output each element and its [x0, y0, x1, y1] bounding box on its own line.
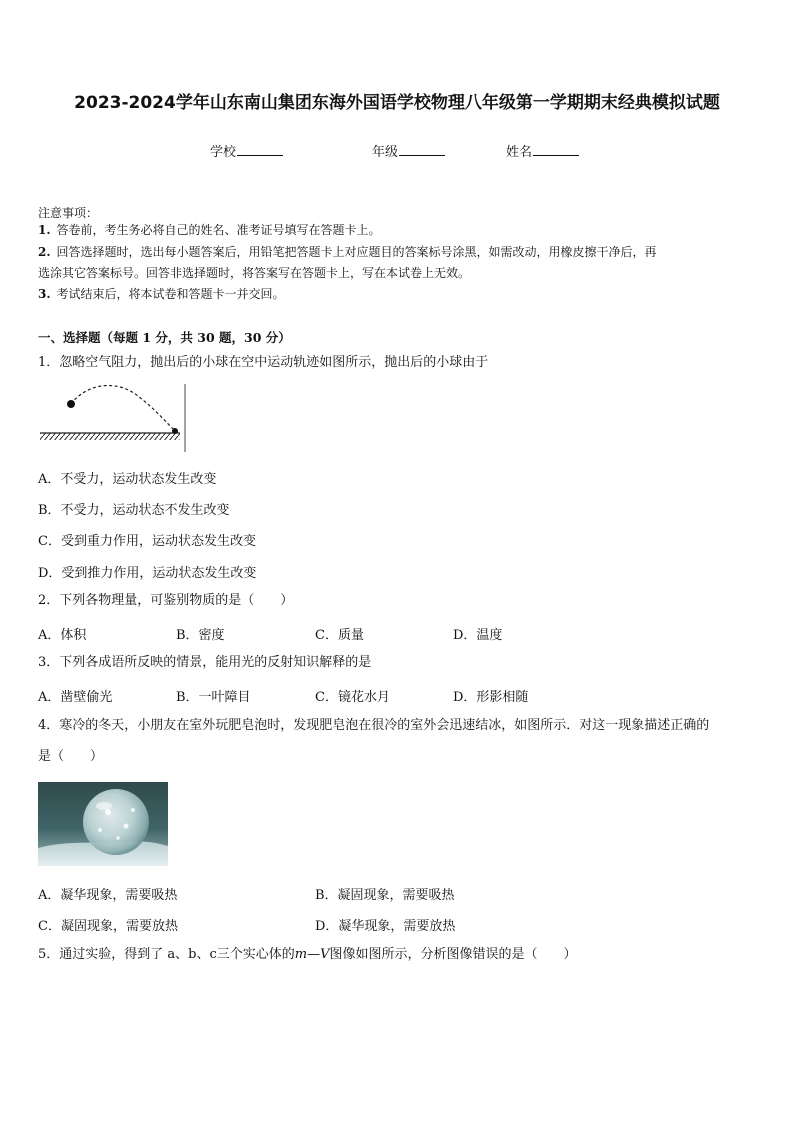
bubble-sphere — [83, 789, 149, 855]
ice-crystal — [131, 808, 135, 812]
q3-option-c: C．镜花水月 — [315, 690, 390, 705]
question-2-stem: 2．下列各物理量，可鉴别物质的是（ ） — [38, 593, 294, 608]
q1-option-b: B．不受力，运动状态不发生改变 — [38, 503, 230, 518]
q2-option-c: C．质量 — [315, 628, 364, 643]
note-item — [38, 263, 760, 284]
exam-title: 2023-2024学年山东南山集团东海外国语学校物理八年级第一学期期末经典模拟试题 — [74, 93, 720, 113]
name-field — [506, 141, 579, 160]
note-number: 3. — [38, 287, 51, 301]
q2-option-b: B．密度 — [176, 628, 225, 643]
trajectory-path — [71, 386, 175, 431]
note-text: 回答选择题时，选出每小题答案后，用铅笔把答题卡上对应题目的答案标号涂黑，如需改动，用橡皮擦干净后，再 — [56, 245, 657, 259]
note-item — [38, 220, 760, 241]
name-blank[interactable] — [533, 143, 579, 156]
note-number: 1. — [38, 223, 51, 237]
section-title: 一、选择题（每题 1 分，共 30 题，30 分） — [38, 330, 291, 345]
ice-crystal — [98, 828, 102, 832]
question-1-stem: 1．忽略空气阻力，抛出后的小球在空中运动轨迹如图所示，抛出后的小球由于 — [38, 355, 489, 370]
grade-blank[interactable] — [399, 143, 445, 156]
q4-option-d: D．凝华现象，需要放热 — [315, 919, 456, 934]
note-text: 考试结束后，将本试卷和答题卡一并交回。 — [56, 287, 285, 301]
q4-option-b: B．凝固现象，需要吸热 — [315, 888, 455, 903]
ground-hatch — [40, 433, 180, 440]
ball-start — [67, 400, 75, 408]
name-label: 姓名 — [506, 145, 533, 160]
q4-option-c: C．凝固现象，需要放热 — [38, 919, 178, 934]
note-number: 2. — [38, 245, 51, 259]
q5-stem-math: m—V — [294, 947, 330, 962]
frozen-bubble-photo — [38, 782, 168, 866]
question-3-stem: 3．下列各成语所反映的情景，能用光的反射知识解释的是 — [38, 655, 372, 670]
ice-crystal — [116, 836, 120, 840]
school-blank[interactable] — [237, 143, 283, 156]
q5-stem-post: 图像如图所示，分析图像错误的是（ ） — [329, 947, 577, 962]
notes-heading: 注意事项： — [38, 206, 99, 220]
q5-stem-pre: 5．通过实验，得到了 a、b、c三个实心体的 — [38, 947, 295, 962]
note-text: 答卷前，考生务必将自己的姓名、准考证号填写在答题卡上。 — [56, 223, 381, 237]
note-item — [38, 242, 760, 263]
note-item — [38, 284, 760, 305]
q2-option-a: A．体积 — [38, 628, 87, 643]
q1-option-c: C．受到重力作用，运动状态发生改变 — [38, 534, 256, 549]
q3-option-b: B．一叶障目 — [176, 690, 251, 705]
q1-option-d: D．受到推力作用，运动状态发生改变 — [38, 566, 257, 581]
ball-end — [172, 428, 178, 434]
ice-crystal — [124, 824, 129, 829]
grade-label: 年级 — [372, 145, 399, 160]
projectile-figure — [38, 382, 188, 454]
question-4-stem-line2: 是（ ） — [38, 749, 104, 764]
q2-option-d: D．温度 — [453, 628, 503, 643]
question-5-stem — [38, 940, 760, 969]
note-text: 选涂其它答案标号。回答非选择题时，将答案写在答题卡上，写在本试卷上无效。 — [38, 266, 471, 280]
school-field — [210, 141, 283, 160]
q3-option-a: A．凿壁偷光 — [38, 690, 113, 705]
bubble-highlight — [96, 802, 112, 810]
ice-crystal — [105, 809, 111, 815]
q3-option-d: D．形影相随 — [453, 690, 529, 705]
grade-field — [372, 141, 445, 160]
q4-option-a: A．凝华现象，需要吸热 — [38, 888, 178, 903]
school-label: 学校 — [210, 145, 237, 160]
q1-option-a: A．不受力，运动状态发生改变 — [38, 472, 217, 487]
question-4-stem-line1: 4．寒冷的冬天，小朋友在室外玩肥皂泡时，发现肥皂泡在很冷的室外会迅速结冰，如图所示．对这一现象描述正确的 — [38, 718, 710, 733]
